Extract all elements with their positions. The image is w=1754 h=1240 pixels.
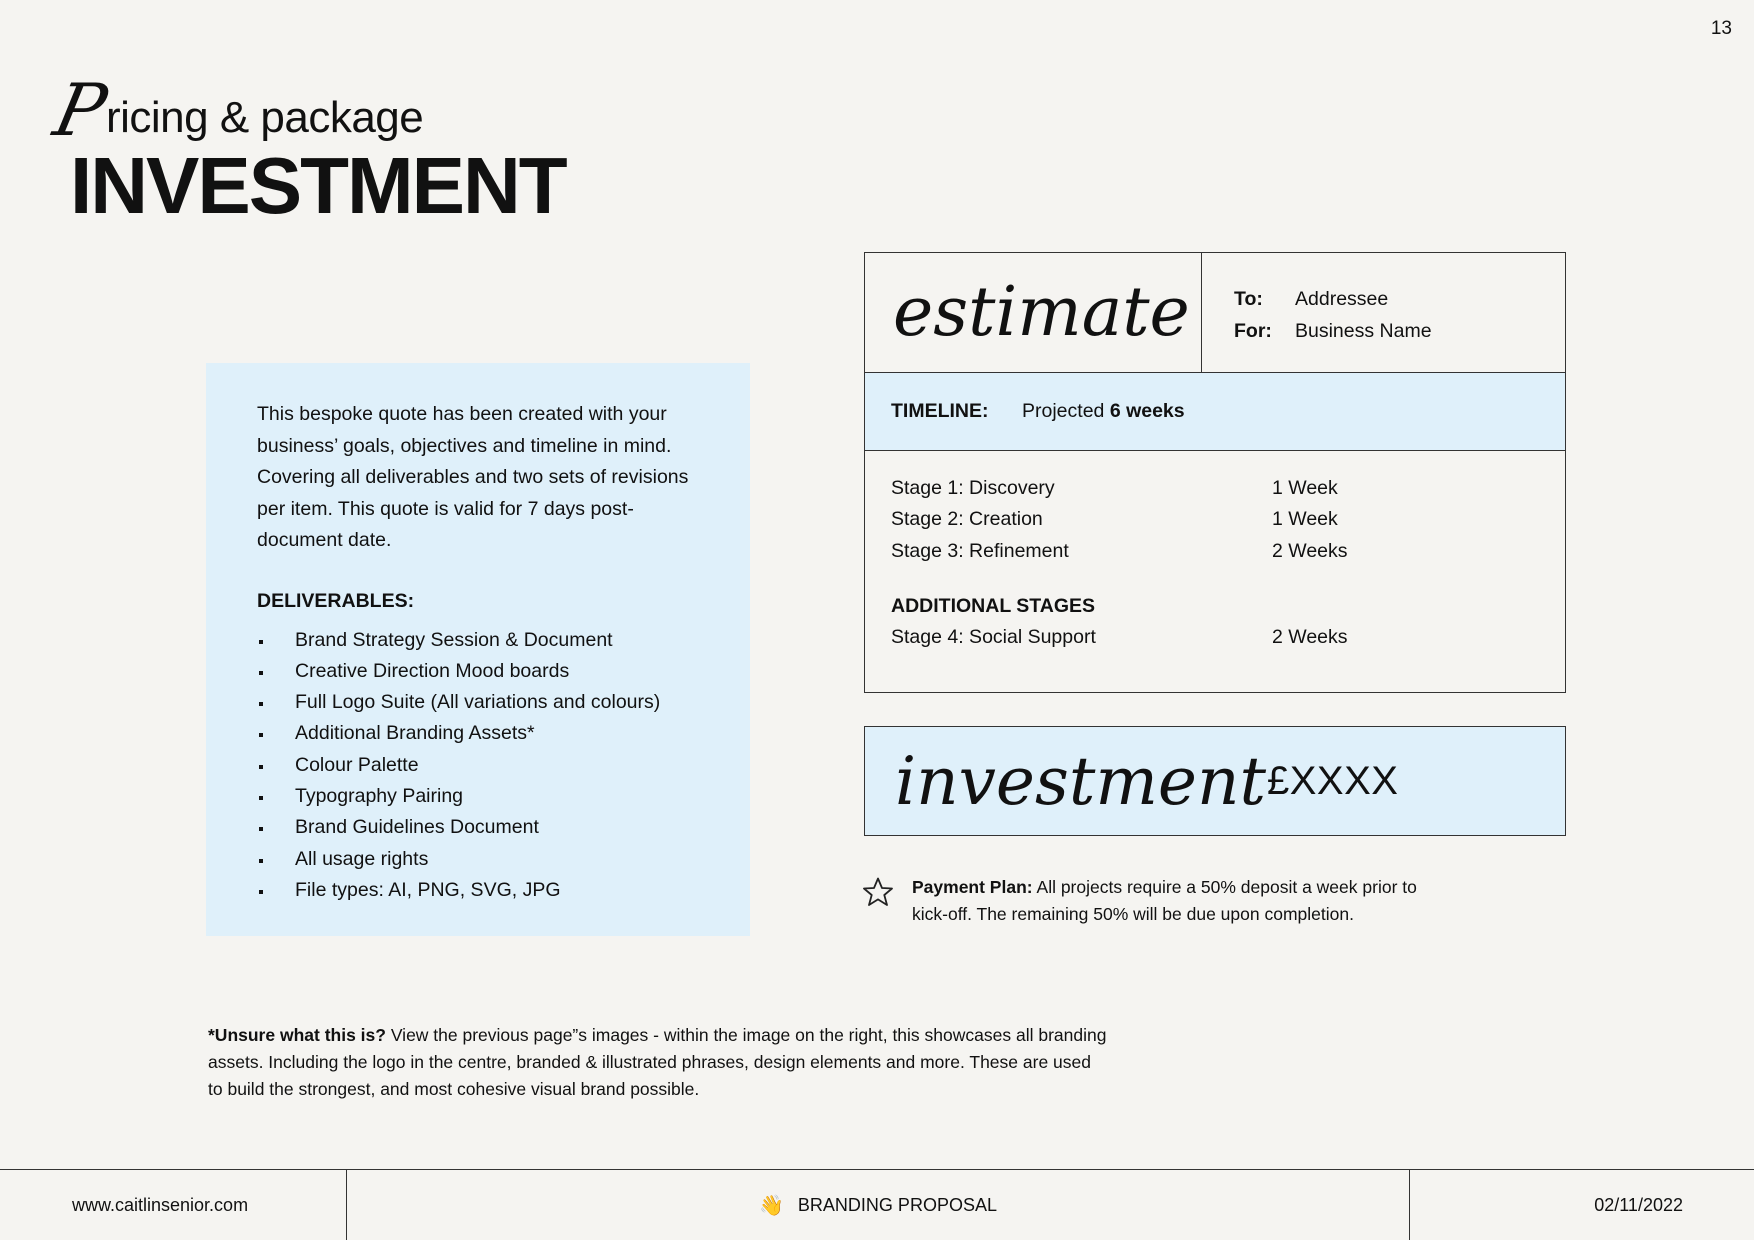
footer bbox=[0, 1169, 1754, 1240]
footer-website[interactable]: www.caitlinsenior.com bbox=[0, 1170, 347, 1240]
for-row bbox=[1234, 315, 1432, 347]
footnote-text: View the previous page”s images - within the image on the right, this showcases all branding assets. Including the logo in the centre, branded & illustrated phrases, design elements and more. These are used to build the strongest, and most cohesive visual brand possible. bbox=[208, 1025, 1107, 1099]
stage-row bbox=[891, 473, 1565, 504]
payment-plan-text bbox=[912, 874, 1432, 928]
to-label: To: bbox=[1234, 288, 1263, 310]
star-icon bbox=[862, 876, 894, 908]
estimate-header bbox=[865, 253, 1565, 373]
investment-box bbox=[864, 726, 1566, 836]
list-item: Typography Pairing bbox=[257, 781, 710, 812]
to-value: Addressee bbox=[1295, 288, 1389, 310]
stage-duration: 1 Week bbox=[1272, 477, 1338, 499]
intro-text: This bespoke quote has been created with your business’ goals, objectives and timeline in mind. Covering all deliverables and two sets of revisions per item. This quote is valid for 7 days post-document date. bbox=[257, 403, 689, 551]
timeline-duration: 6 weeks bbox=[1109, 400, 1185, 422]
waving-hand-icon: 👋 bbox=[759, 1194, 784, 1217]
stage-duration: 2 Weeks bbox=[1272, 539, 1348, 562]
list-item: Brand Strategy Session & Document bbox=[257, 625, 710, 656]
stage-row bbox=[891, 504, 1565, 535]
list-item: Full Logo Suite (All variations and colours) bbox=[257, 687, 710, 718]
deliverables-heading: DELIVERABLES: bbox=[257, 589, 415, 612]
estimate-card bbox=[864, 252, 1566, 693]
timeline-row bbox=[865, 373, 1565, 451]
investment-script-heading: investment bbox=[895, 742, 1267, 820]
for-value: Business Name bbox=[1295, 320, 1432, 342]
footer-title bbox=[347, 1170, 1410, 1240]
subtitle-text: ricing & package bbox=[105, 92, 424, 142]
payment-plan-body: All projects require a 50% deposit a week prior to kick-off. The remaining 50% will be due upon completion. bbox=[912, 877, 1417, 924]
list-item: Additional Branding Assets* bbox=[257, 718, 710, 749]
estimate-script-heading: estimate bbox=[865, 253, 1202, 372]
payment-plan-label: Payment Plan: bbox=[912, 877, 1033, 897]
list-item: All usage rights bbox=[257, 844, 710, 875]
timeline-value bbox=[1022, 400, 1185, 423]
subtitle-script-initial: P bbox=[47, 68, 114, 152]
to-row bbox=[1234, 283, 1432, 315]
list-item: File types: AI, PNG, SVG, JPG bbox=[257, 875, 710, 906]
stage-row bbox=[891, 536, 1565, 567]
footer-date: 02/11/2022 bbox=[1594, 1194, 1683, 1215]
list-item: Creative Direction Mood boards bbox=[257, 656, 710, 687]
for-label: For: bbox=[1234, 320, 1272, 342]
stage-name: Stage 1: Discovery bbox=[891, 477, 1055, 499]
stages-list bbox=[865, 451, 1565, 653]
estimate-addressee bbox=[1202, 253, 1432, 372]
stage-name: Stage 2: Creation bbox=[891, 508, 1043, 531]
footnote-question: *Unsure what this is? bbox=[208, 1025, 386, 1045]
footnote bbox=[208, 1022, 1108, 1103]
stage-name: Stage 3: Refinement bbox=[891, 539, 1069, 562]
intro-panel bbox=[206, 363, 750, 936]
timeline-prefix: Projected bbox=[1022, 400, 1105, 422]
additional-stages-heading: ADDITIONAL STAGES bbox=[891, 594, 1096, 617]
footer-document-title: BRANDING PROPOSAL bbox=[797, 1194, 997, 1215]
page-title: INVESTMENT bbox=[70, 140, 566, 230]
page-number: 13 bbox=[1710, 18, 1732, 39]
stage-name: Stage 4: Social Support bbox=[891, 625, 1096, 648]
stage-duration: 2 Weeks bbox=[1272, 625, 1348, 648]
title-block bbox=[47, 68, 566, 230]
timeline-label: TIMELINE: bbox=[891, 400, 989, 422]
payment-plan bbox=[862, 874, 1432, 928]
list-item: Colour Palette bbox=[257, 750, 710, 781]
stage-row bbox=[891, 622, 1565, 653]
deliverables-list bbox=[257, 625, 710, 907]
list-item: Brand Guidelines Document bbox=[257, 812, 710, 843]
stage-duration: 1 Week bbox=[1272, 508, 1338, 531]
page-subtitle bbox=[47, 68, 566, 152]
investment-amount: £XXXX bbox=[1267, 758, 1399, 803]
